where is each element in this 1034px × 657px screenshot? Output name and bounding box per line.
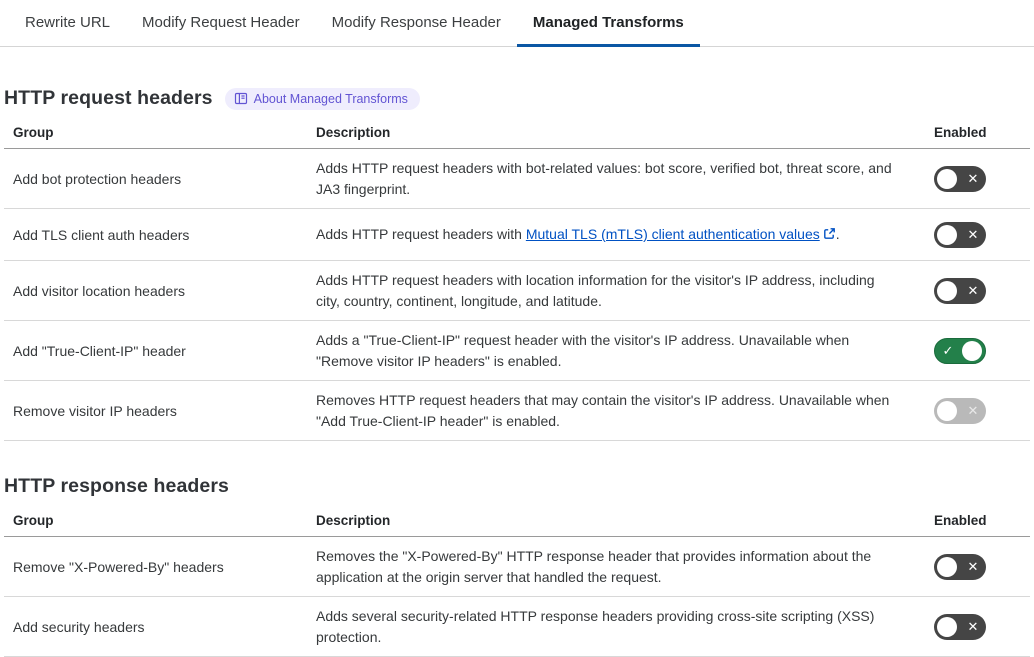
- toggle-knob: [937, 169, 957, 189]
- x-icon: ✕: [967, 227, 979, 242]
- enabled-toggle[interactable]: [934, 166, 986, 192]
- enabled-toggle[interactable]: [934, 278, 986, 304]
- table-header-row: [4, 125, 1030, 149]
- group-cell: Remove "X-Powered-By" headers: [13, 558, 224, 575]
- http-request-headers-section: [0, 87, 1034, 441]
- check-icon: ✓: [942, 343, 954, 358]
- tab-rewrite-url[interactable]: Rewrite URL: [25, 13, 111, 31]
- description-cell: Adds HTTP request headers with bot-related values: bot score, verified bot, threat score, and JA3 fingerprint.: [316, 160, 892, 197]
- toggle-knob: [962, 341, 982, 361]
- table-header-row: [4, 513, 1030, 537]
- toggle-knob: [937, 401, 957, 421]
- tab-bar: [0, 0, 1034, 47]
- column-header-group: Group: [13, 513, 54, 528]
- tab-managed-transforms[interactable]: Managed Transforms: [517, 0, 700, 47]
- group-cell: Add bot protection headers: [13, 170, 182, 187]
- description-text: .: [835, 225, 840, 242]
- enabled-toggle[interactable]: [934, 222, 986, 248]
- toggle-knob: [937, 281, 957, 301]
- enabled-toggle[interactable]: [934, 554, 986, 580]
- column-header-group: Group: [13, 125, 54, 140]
- table-row: [4, 149, 1030, 209]
- link-text: Mutual TLS (mTLS) client authentication values: [525, 225, 820, 242]
- description-cell: Removes the "X-Powered-By" HTTP response header that provides information about the application at the origin server that handled the request.: [316, 548, 872, 585]
- group-cell: Add TLS client auth headers: [13, 226, 190, 243]
- group-cell: Add "True-Client-IP" header: [13, 342, 186, 359]
- external-link-icon: [823, 225, 836, 246]
- enabled-toggle-disabled: [934, 398, 986, 424]
- table-row: [4, 321, 1030, 381]
- about-badge-label: About Managed Transforms: [253, 91, 408, 106]
- x-icon: ✕: [967, 619, 979, 634]
- tab-modify-request-header[interactable]: Modify Request Header: [142, 13, 300, 31]
- table-row: [4, 261, 1030, 321]
- column-header-enabled: Enabled: [934, 513, 987, 528]
- response-headers-table: [4, 513, 1030, 657]
- description-cell: Adds HTTP request headers with location information for the visitor's IP address, including city, country, continent, longitude, and latitude.: [316, 272, 875, 309]
- toggle-knob: [937, 225, 957, 245]
- enabled-toggle[interactable]: [934, 338, 986, 364]
- enabled-toggle[interactable]: [934, 614, 986, 640]
- table-row: [4, 597, 1030, 657]
- column-header-enabled: Enabled: [934, 125, 987, 140]
- column-header-description: Description: [316, 125, 391, 140]
- x-icon: ✕: [967, 403, 979, 418]
- description-cell: [316, 224, 934, 246]
- response-section-title: HTTP response headers: [4, 475, 229, 497]
- x-icon: ✕: [967, 283, 979, 298]
- description-cell: Removes HTTP request headers that may contain the visitor's IP address. Unavailable when "Add True-Client-IP header" is enabled.: [316, 392, 890, 429]
- group-cell: Add security headers: [13, 618, 145, 635]
- request-section-title: HTTP request headers: [4, 87, 213, 109]
- toggle-knob: [937, 617, 957, 637]
- column-header-description: Description: [316, 513, 391, 528]
- description-text: Adds HTTP request headers with: [316, 225, 526, 242]
- x-icon: ✕: [967, 171, 979, 186]
- x-icon: ✕: [967, 559, 979, 574]
- request-headers-table: [4, 125, 1030, 441]
- group-cell: Remove visitor IP headers: [13, 402, 177, 419]
- book-icon: [234, 92, 248, 105]
- description-cell: Adds a "True-Client-IP" request header with the visitor's IP address. Unavailable when "Remove visitor IP headers" is enabled.: [316, 332, 850, 369]
- group-cell: Add visitor location headers: [13, 282, 185, 299]
- table-row: [4, 381, 1030, 441]
- table-row: [4, 537, 1030, 597]
- mtls-docs-link[interactable]: [526, 226, 836, 242]
- about-managed-transforms-link[interactable]: [225, 88, 420, 110]
- tab-modify-response-header[interactable]: Modify Response Header: [331, 13, 501, 31]
- table-row: [4, 209, 1030, 261]
- http-response-headers-section: [0, 475, 1034, 657]
- description-cell: Adds several security-related HTTP response headers providing cross-site scripting (XSS) protection.: [316, 608, 875, 645]
- toggle-knob: [937, 557, 957, 577]
